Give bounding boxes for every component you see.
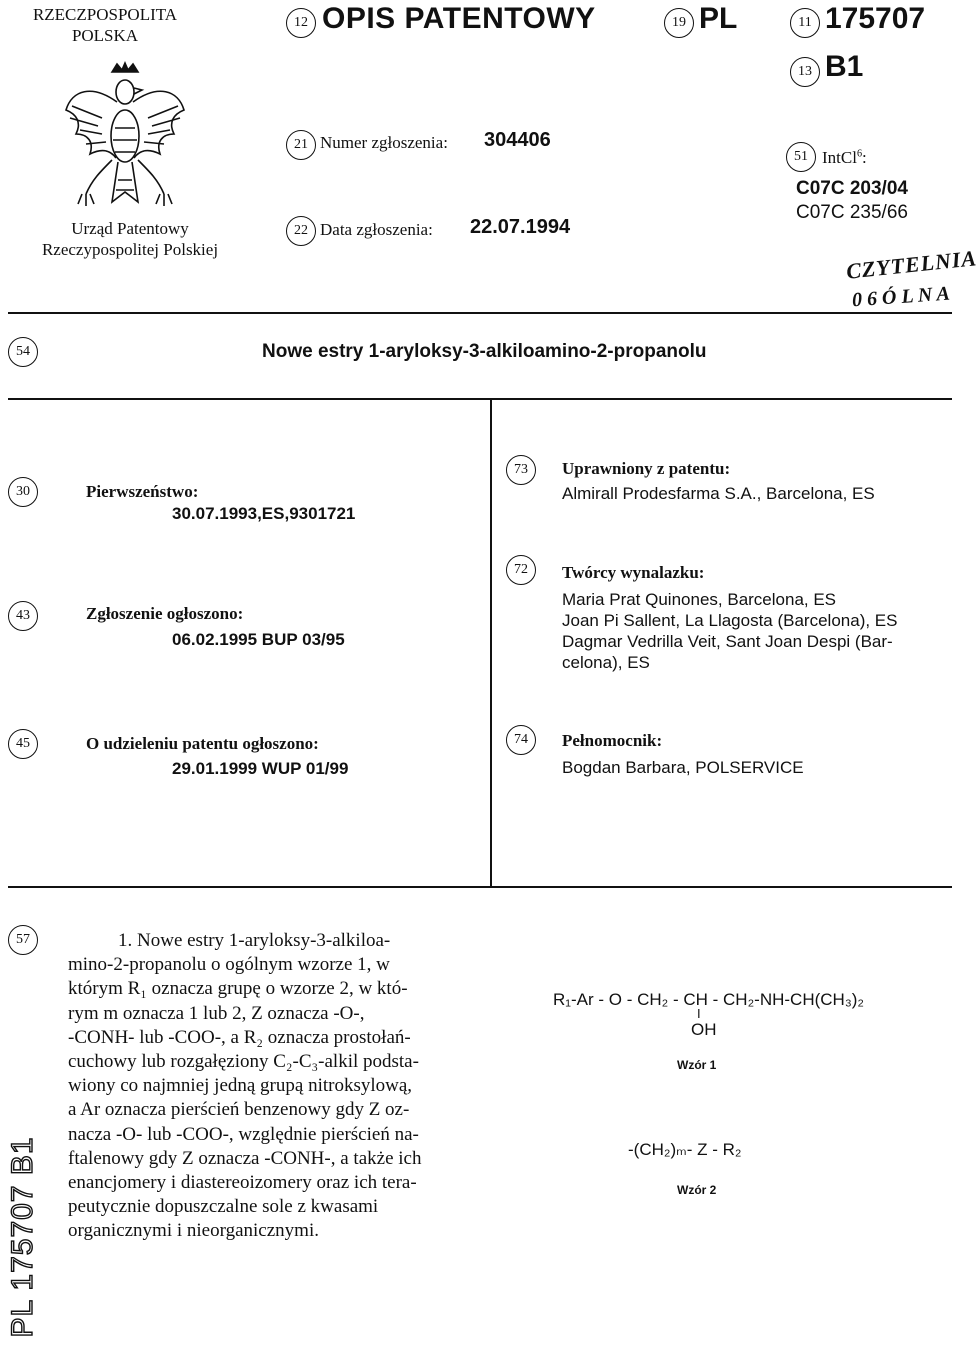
claim-line: którym R₁ oznacza grupę o wzorze 2, w któ- xyxy=(68,978,408,1000)
formula-1-caption: Wzór 1 xyxy=(677,1058,717,1072)
country-code: PL xyxy=(699,2,738,35)
claim-line: ftalenowy gdy Z oznacza -CONH-, a także ich xyxy=(68,1147,422,1169)
attorney-label: Pełnomocnik: xyxy=(562,731,663,750)
priority-label: Pierwszeństwo: xyxy=(86,482,199,501)
application-number: 304406 xyxy=(484,129,551,151)
library-stamp-line-2: 0 6 Ó L N A xyxy=(851,282,951,312)
intcl-edition: 6 xyxy=(856,148,863,160)
column-divider xyxy=(490,398,492,888)
patent-title: Nowe estry 1-aryloksy-3-alkiloamino-2-propanolu xyxy=(262,341,707,362)
application-number-label: Numer zgłoszenia: xyxy=(320,133,448,152)
priority-value: 30.07.1993,ES,9301721 xyxy=(172,504,356,523)
intcl-label xyxy=(822,148,867,168)
country-name xyxy=(10,4,200,46)
code-circle-54: 54 xyxy=(8,337,38,367)
code-circle-72: 72 xyxy=(506,555,536,585)
patent-office xyxy=(10,218,250,260)
claim-line: mino-2-propanolu o ogólnym wzorze 1, w xyxy=(68,954,390,976)
claim-text xyxy=(68,929,483,1244)
code-circle-21: 21 xyxy=(286,130,316,160)
classification-1: C07C 203/04 xyxy=(796,178,908,199)
formula-1: R₁-Ar - O - CH₂ - CH - CH₂-NH-CH(CH₃)₂ xyxy=(553,990,865,1009)
country-line-1: RZECZPOSPOLITA xyxy=(32,5,178,24)
application-published-value: 06.02.1995 BUP 03/95 xyxy=(172,630,345,649)
code-circle-57: 57 xyxy=(8,925,38,955)
application-date-label: Data zgłoszenia: xyxy=(320,220,433,239)
code-circle-51: 51 xyxy=(786,142,816,172)
claim-line: nacza -O- lub -COO-, względnie pierścień na- xyxy=(68,1123,419,1145)
inventor-line: Joan Pi Sallent, La Llagosta (Barcelona), ES xyxy=(562,611,898,630)
inventor-line: Dagmar Vedrilla Veit, Sant Joan Despi (Bar- xyxy=(562,632,893,651)
claim-line: wiony co najmniej jedną grupą nitroksylową, xyxy=(68,1075,413,1097)
code-circle-45: 45 xyxy=(8,729,38,759)
inventor-line: Maria Prat Quinones, Barcelona, ES xyxy=(562,590,837,609)
intcl-colon: : xyxy=(862,148,867,167)
code-circle-22: 22 xyxy=(286,216,316,246)
header-divider xyxy=(8,312,952,314)
inventors-label: Twórcy wynalazku: xyxy=(562,563,705,582)
polish-eagle-emblem xyxy=(62,62,188,212)
office-line-1: Urząd Patentowy xyxy=(71,219,189,238)
claim-line: 1. Nowe estry 1-aryloksy-3-alkiloa- xyxy=(118,930,391,951)
formula-1-branch: OH xyxy=(691,1020,717,1039)
intcl-text: IntCl xyxy=(822,148,857,167)
country-line-2: POLSKA xyxy=(71,26,139,45)
document-type: OPIS PATENTOWY xyxy=(322,2,596,35)
code-circle-13: 13 xyxy=(790,57,820,87)
code-circle-11: 11 xyxy=(790,8,820,38)
claim-line: -CONH- lub -COO-, a R₂ oznacza prostołań- xyxy=(68,1026,411,1048)
classification-2: C07C 235/66 xyxy=(796,202,908,223)
attorney-value: Bogdan Barbara, POLSERVICE xyxy=(562,758,804,777)
application-published-label: Zgłoszenie ogłoszono: xyxy=(86,604,244,623)
side-patent-code: PL 175707 B1 xyxy=(6,1136,39,1338)
code-circle-30: 30 xyxy=(8,477,38,507)
grant-published-label: O udzieleniu patentu ogłoszono: xyxy=(86,734,319,753)
owner-value: Almirall Prodesfarma S.A., Barcelona, ES xyxy=(562,484,875,503)
title-divider xyxy=(8,398,952,400)
claim-line: a Ar oznacza pierścień benzenowy gdy Z oz- xyxy=(68,1099,410,1121)
biblio-divider xyxy=(8,886,952,888)
owner-label: Uprawniony z patentu: xyxy=(562,459,731,478)
library-stamp-line-1: CZYTELNIA xyxy=(845,245,978,284)
formula-2: -(CH₂)ₘ- Z - R₂ xyxy=(628,1140,742,1159)
grant-published-value: 29.01.1999 WUP 01/99 xyxy=(172,759,349,778)
code-circle-19: 19 xyxy=(664,8,694,38)
claim-line: rym m oznacza 1 lub 2, Z oznacza -O-, xyxy=(68,1002,365,1024)
formula-2-caption: Wzór 2 xyxy=(677,1183,717,1197)
code-circle-74: 74 xyxy=(506,725,536,755)
code-circle-12: 12 xyxy=(286,8,316,38)
application-date: 22.07.1994 xyxy=(470,216,571,238)
claim-line: organicznymi i nieorganicznymi. xyxy=(68,1220,319,1242)
code-circle-43: 43 xyxy=(8,601,38,631)
formula-1-branch-bond: I xyxy=(697,1006,701,1021)
patent-number: 175707 xyxy=(825,2,926,35)
patent-kind: B1 xyxy=(825,50,864,83)
inventors-list xyxy=(562,589,897,673)
office-line-2: Rzeczypospolitej Polskiej xyxy=(41,240,219,259)
inventor-line: celona), ES xyxy=(562,653,650,672)
claim-line: peutycznie dopuszczalne sole z kwasami xyxy=(68,1196,379,1218)
claim-line: enancjomery i diastereoizomery oraz ich tera- xyxy=(68,1172,417,1194)
claim-line: cuchowy lub rozgałęziony C₂-C₃-alkil podsta- xyxy=(68,1051,419,1073)
code-circle-73: 73 xyxy=(506,455,536,485)
